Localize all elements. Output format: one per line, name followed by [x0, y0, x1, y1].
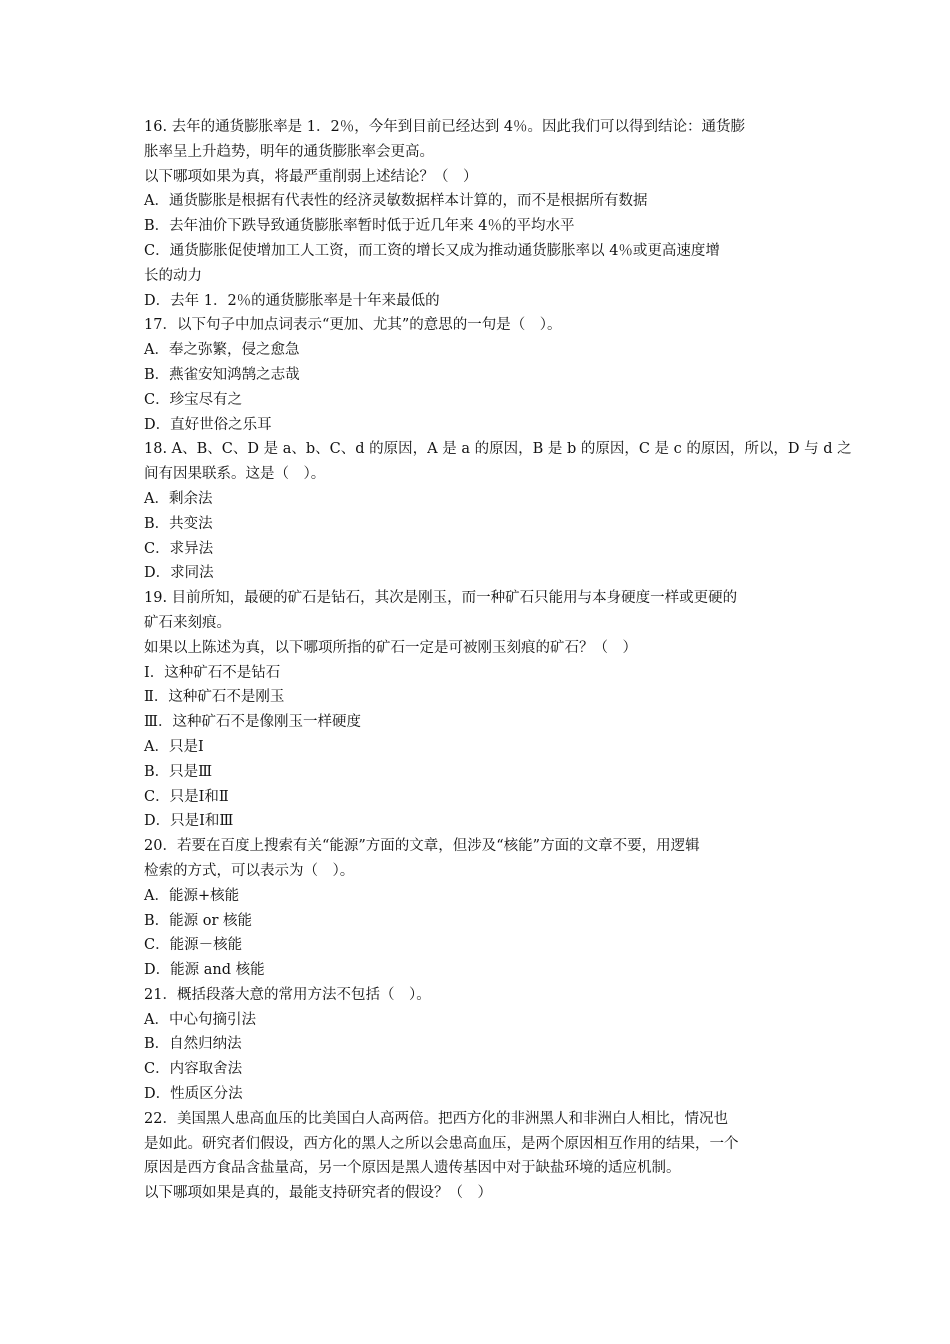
text-line: B．共变法: [144, 515, 213, 532]
text-line: A．剩余法: [144, 490, 213, 507]
text-line: D．直好世俗之乐耳: [144, 416, 272, 433]
text-line: 长的动力: [144, 267, 202, 284]
text-line: 19. 目前所知，最硬的矿石是钻石，其次是刚玉，而一种矿石只能用与本身硬度一样或更硬的: [144, 590, 738, 607]
text-line: A．能源+核能: [144, 887, 240, 904]
text-line: 如果以上陈述为真，以下哪项所指的矿石一定是可被刚玉刻痕的矿石？（ ）: [144, 639, 637, 656]
text-line: 以下哪项如果是真的，最能支持研究者的假设？（ ）: [144, 1185, 492, 1202]
text-line: A．只是Ⅰ: [144, 738, 204, 755]
text-line: 17．以下句子中加点词表示“更加、尤其”的意思的一句是（ ）。: [144, 317, 562, 334]
text-line: A．中心句摘引法: [144, 1011, 256, 1028]
text-line: B．燕雀安知鸿鹄之志哉: [144, 366, 300, 383]
text-line: Ⅰ．这种矿石不是钻石: [144, 664, 281, 681]
document-body: [144, 115, 852, 1206]
text-line: C．通货膨胀促使增加工人工资，而工资的增长又成为推动通货膨胀率以 4％或更高速度增: [144, 242, 720, 259]
text-line: C．能源－核能: [144, 937, 243, 954]
text-line: 矿石来刻痕。: [144, 614, 231, 631]
text-line: A．奉之弥繁，侵之愈急: [144, 342, 300, 359]
text-line: C．只是Ⅰ和Ⅱ: [144, 788, 229, 805]
text-line: 22．美国黑人患高血压的比美国白人高两倍。把西方化的非洲黑人和非洲白人相比，情况也: [144, 1110, 728, 1127]
text-line: 检索的方式，可以表示为（ ）。: [144, 862, 355, 879]
text-line: B．去年油价下跌导致通货膨胀率暂时低于近几年来 4％的平均水平: [144, 218, 575, 235]
text-line: 18. A、B、C、D 是 a、b、C、d 的原因，A 是 a 的原因，B 是 b 的原因，C 是 c 的原因，所以，D 与 d 之: [144, 441, 852, 458]
text-line: D．性质区分法: [144, 1086, 243, 1103]
text-line: D．去年 1．2％的通货膨胀率是十年来最低的: [144, 292, 440, 309]
text-line: 是如此。研究者们假设，西方化的黑人之所以会患高血压，是两个原因相互作用的结果，一个: [144, 1135, 739, 1152]
text-line: D．求同法: [144, 565, 214, 582]
text-line: 原因是西方食品含盐量高，另一个原因是黑人遗传基因中对于缺盐环境的适应机制。: [144, 1160, 681, 1177]
text-line: D．只是Ⅰ和Ⅲ: [144, 813, 234, 830]
text-line: C．珍宝尽有之: [144, 391, 243, 408]
text-line: 胀率呈上升趋势，明年的通货膨胀率会更高。: [144, 143, 434, 160]
text-line: 间有因果联系。这是（ ）。: [144, 466, 326, 483]
text-line: A．通货膨胀是根据有代表性的经济灵敏数据样本计算的，而不是根据所有数据: [144, 193, 648, 210]
text-line: 16. 去年的通货膨胀率是 1．2％，今年到目前已经达到 4％。因此我们可以得到结论：通货膨: [144, 119, 746, 135]
text-line: D．能源 and 核能: [144, 962, 265, 979]
text-line: 以下哪项如果为真，将最严重削弱上述结论？（ ）: [144, 168, 478, 185]
text-line: B．自然归纳法: [144, 1036, 242, 1053]
text-line: 21．概括段落大意的常用方法不包括（ ）。: [144, 986, 431, 1003]
text-line: 20．若要在百度上搜索有关“能源”方面的文章，但涉及“核能”方面的文章不要，用逻辑: [144, 838, 700, 855]
text-line: Ⅱ．这种矿石不是刚玉: [144, 689, 285, 706]
text-line: B．只是Ⅲ: [144, 763, 213, 780]
text-line: C．内容取舍法: [144, 1061, 243, 1078]
text-line: C．求异法: [144, 540, 214, 557]
text-line: B．能源 or 核能: [144, 912, 253, 929]
text-line: Ⅲ．这种矿石不是像刚玉一样硬度: [144, 714, 361, 731]
